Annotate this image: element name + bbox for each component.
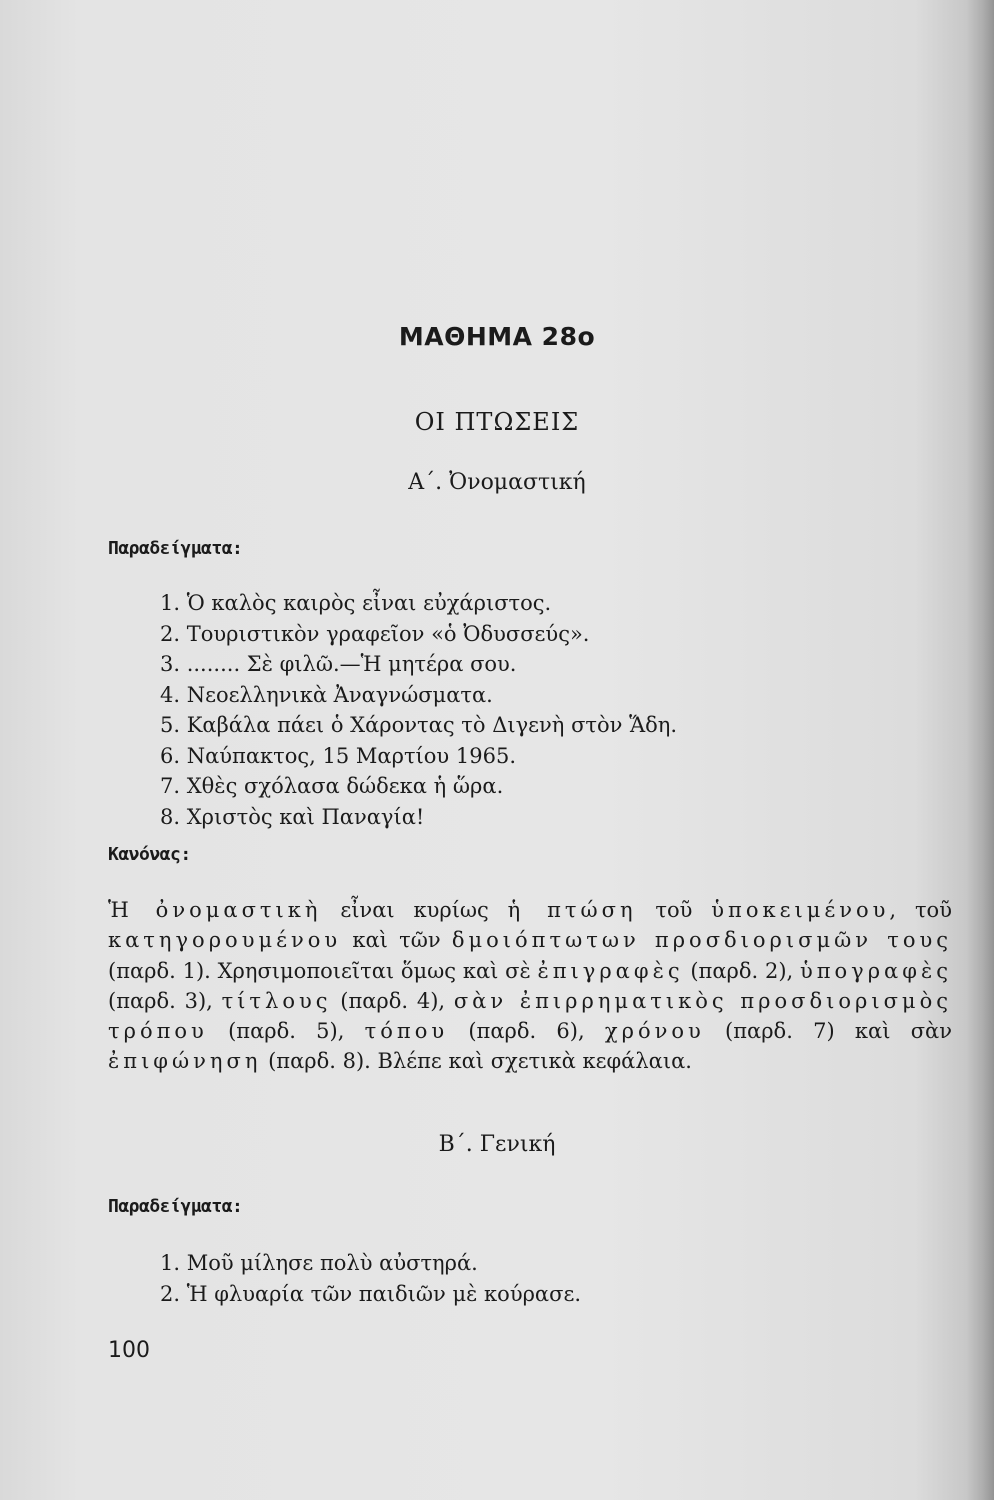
rule-paragraph (108, 895, 952, 1077)
example-item: 6. Ναύπακτος, 15 Μαρτίου 1965. (160, 743, 516, 768)
rule-text: (παρδ. 5), (207, 1019, 365, 1044)
rule-text: (παρδ. 6), (448, 1019, 605, 1044)
part-b-examples-heading: Παραδείγματα: (108, 1196, 243, 1217)
rule-emphasis-text: κατηγορουμένου (108, 928, 342, 953)
rule-emphasis-text: ἐπιφώνηση (108, 1049, 262, 1074)
rule-emphasis-text: ἡ πτώση (507, 898, 637, 922)
example-item: 7. Χθὲς σχόλασα δώδεκα ἡ ὥρα. (160, 774, 504, 798)
rule-text: καὶ τῶν (341, 928, 452, 953)
rule-text: (παρδ. 3), (108, 988, 222, 1013)
rule-emphasis-text: ὑπογραφὲς (799, 958, 952, 983)
example-item: 2. Ἡ φλυαρία τῶν παιδιῶν μὲ κούρασε. (160, 1281, 582, 1306)
rule-text: (παρδ. 8). Βλέπε καὶ σχετικὰ κεφάλαια. (261, 1049, 692, 1074)
rule-text: εἶναι κυρίως (321, 898, 508, 922)
part-b-examples-list (160, 1248, 581, 1309)
rule-emphasis-text: ὑποκειμένου (711, 898, 890, 922)
rule-emphasis-text: σὰν ἐπιρρηματικὸς προσδιορισμὸς τρόπου (108, 988, 952, 1044)
part-a-title: Α΄. Ὀνομαστική (408, 470, 586, 495)
example-item: 4. Νεοελληνικὰ Ἀναγνώσματα. (160, 682, 493, 707)
rule-emphasis-text: Ἡ ὀνομαστικὴ (108, 898, 322, 922)
lesson-title: ΜΑΘΗΜΑ 28ο (398, 322, 596, 351)
page-edge-shadow (966, 0, 994, 1500)
example-item: 1. Ὁ καλὸς καιρὸς εἶναι εὐχάριστος. (160, 591, 552, 615)
part-a-examples-heading: Παραδείγματα: (108, 538, 243, 559)
rule-heading: Κανόνας: (108, 844, 191, 865)
example-item: 3. ........ Σὲ φιλῶ.—Ἡ μητέρα σου. (160, 652, 517, 676)
rule-emphasis-text: τόπου (364, 1019, 449, 1044)
part-b-title: Β΄. Γενική (438, 1132, 556, 1157)
rule-emphasis-text: δμοιόπτωτων προσδιορισμῶν τους (451, 928, 952, 953)
rule-emphasis-text: τίτλους (221, 988, 332, 1013)
rule-text: (παρδ. 7) καὶ σὰν (704, 1019, 952, 1044)
rule-text: (παρδ. 2), (683, 958, 800, 983)
rule-emphasis-text: ἐπιγραφὲς (537, 958, 684, 983)
example-item: 1. Μοῦ μίλησε πολὺ αὐστηρά. (160, 1251, 478, 1275)
rule-text: (παρδ. 1). Χρησιμοποιεῖται ὅμως καὶ σὲ (108, 958, 538, 983)
rule-text: (παρδ. 4), (331, 988, 454, 1013)
rule-text: , τοῦ (889, 898, 952, 922)
example-item: 8. Χριστὸς καὶ Παναγία! (160, 804, 425, 829)
example-item: 5. Καβάλα πάει ὁ Χάροντας τὸ Διγενὴ στὸν Ἅδη. (160, 713, 678, 737)
rule-emphasis-text: χρόνου (604, 1019, 705, 1044)
page-number: 100 (108, 1338, 150, 1363)
part-a-examples-list (160, 588, 677, 832)
rule-text: τοῦ (636, 898, 712, 922)
example-item: 2. Τουριστικὸν γραφεῖον «ὁ Ὀδυσσεύς». (160, 621, 590, 646)
section-title: ΟΙ ΠΤΩΣΕΙΣ (414, 408, 580, 436)
